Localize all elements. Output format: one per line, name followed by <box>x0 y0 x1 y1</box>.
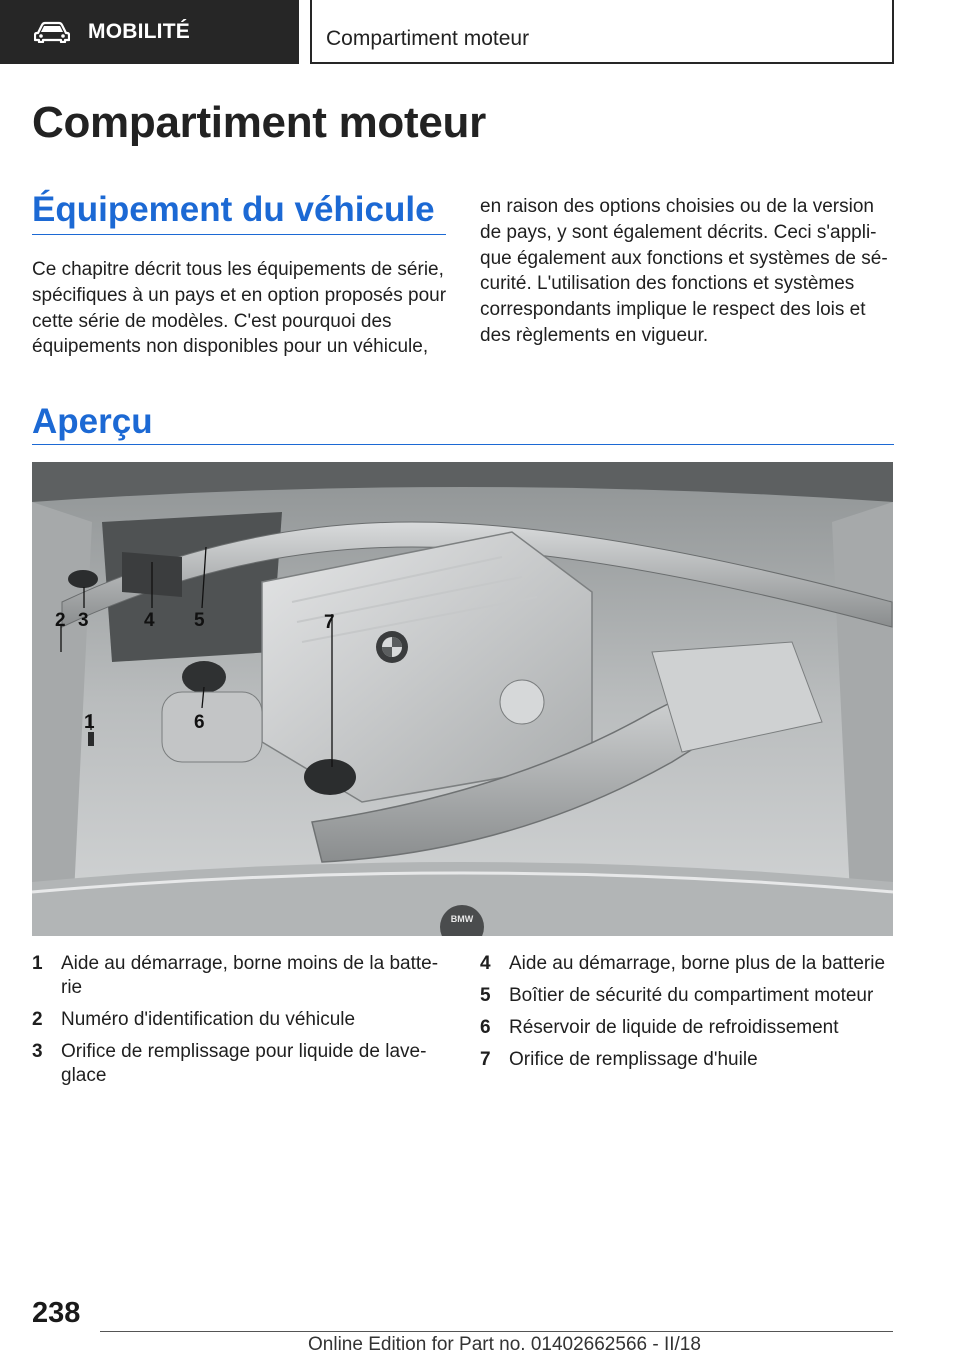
equipment-heading-rule <box>32 234 446 235</box>
engine-compartment-image <box>32 462 893 936</box>
equipment-heading: Équipement du véhicule <box>32 190 435 229</box>
legend-item: 4 Aide au démarrage, borne plus de la batterie <box>480 953 886 974</box>
callout-5: 5 <box>194 610 205 631</box>
legend-item: 7 Orifice de remplissage d'huile <box>480 1049 758 1070</box>
legend-right <box>480 952 894 1080</box>
legend-left <box>32 952 452 1096</box>
section-tab <box>0 0 299 64</box>
overview-heading-rule <box>32 444 894 445</box>
hood-badge-text: BMW <box>450 914 474 924</box>
legend-item: 6 Réservoir de liquide de refroidissement <box>480 1017 839 1038</box>
callout-3: 3 <box>78 610 89 631</box>
chapter-tab <box>310 0 894 64</box>
section-label: MOBILITÉ <box>88 20 190 43</box>
callout-7: 7 <box>324 612 335 633</box>
chapter-title: Compartiment moteur <box>326 27 530 50</box>
legend-item: 5 Boîtier de sécurité du compartiment moteur <box>480 985 874 1006</box>
overview-heading: Aperçu <box>32 402 153 441</box>
callout-6: 6 <box>194 712 205 733</box>
legend-item: 2 Numéro d'identification du véhicule <box>32 1009 356 1030</box>
equipment-paragraph-right: en raison des options choisies ou de la version de pays, y sont également décrits. Ceci s'applique également aux fonctions et systèmes de sécurité. L'utilisation des fonctions et systèmes correspondants implique le respect des lois et des règlements en vigueur. <box>480 196 888 346</box>
callout-4: 4 <box>144 610 155 631</box>
legend-item: 1 Aide au démarrage, borne moins de la batterie <box>32 953 439 998</box>
callout-1: 1 <box>84 712 95 733</box>
car-icon <box>34 21 70 43</box>
legend-item: 3 Orifice de remplissage pour liquide de lave-glace <box>32 1041 427 1086</box>
footer-rule <box>100 1331 893 1332</box>
edition-note: Online Edition for Part no. 01402662566 - II/18 <box>308 1334 701 1355</box>
callout-2: 2 <box>55 610 66 631</box>
equipment-paragraph-left: Ce chapitre décrit tous les équipements de série, spécifiques à un pays et en option proposés pour cette série de modèles. C'est pourquoi des équipements non disponibles pour un véhicule, <box>32 259 447 358</box>
page-title: Compartiment moteur <box>32 98 486 147</box>
page-number: 238 <box>32 1297 81 1329</box>
